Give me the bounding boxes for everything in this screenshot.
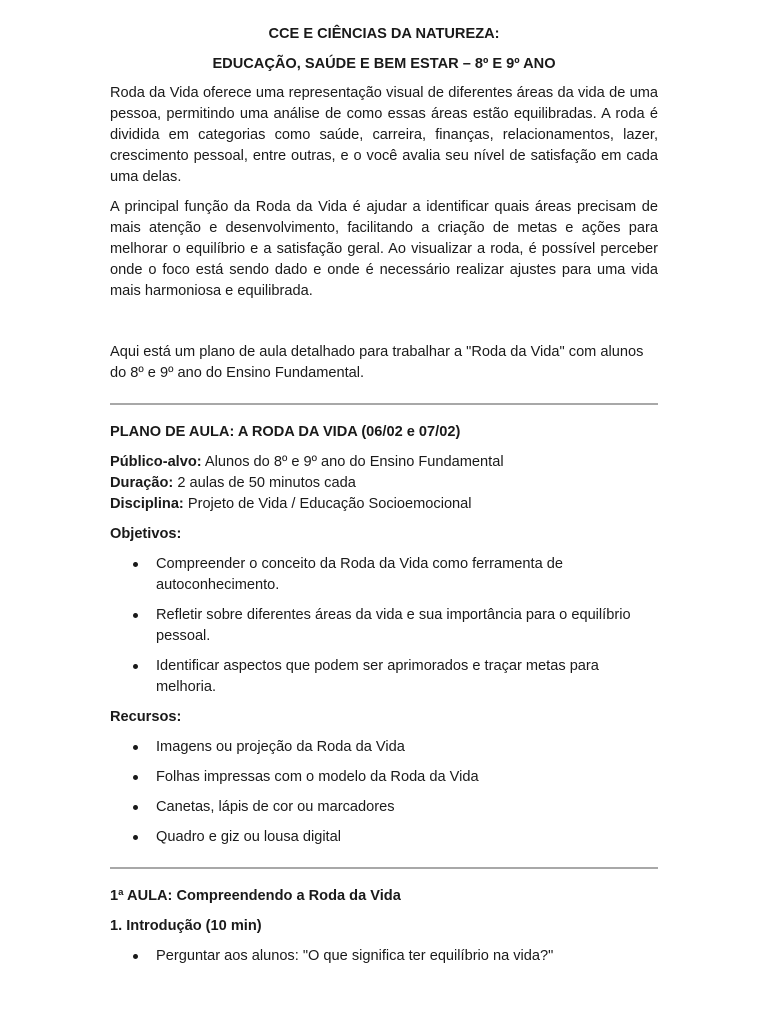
- bullet-icon: [133, 775, 138, 780]
- resource-text: Canetas, lápis de cor ou marcadores: [156, 799, 395, 815]
- list-item: [110, 946, 658, 967]
- resources-list: [110, 737, 658, 848]
- list-item: [110, 554, 658, 596]
- list-item: [110, 656, 658, 698]
- subject-label: Disciplina:: [110, 496, 184, 512]
- plan-heading: PLANO DE AULA: A RODA DA VIDA (06/02 e 07/02): [110, 424, 461, 440]
- divider: [110, 403, 658, 405]
- lesson1-intro-heading: 1. Introdução (10 min): [110, 918, 262, 934]
- audience-line: [110, 452, 658, 473]
- bullet-icon: [133, 745, 138, 750]
- lesson1-intro-list: [110, 946, 658, 967]
- duration-label: Duração:: [110, 475, 174, 491]
- bullet-icon: [133, 835, 138, 840]
- bullet-icon: [133, 805, 138, 810]
- intro-paragraph-1: Roda da Vida oferece uma representação visual de diferentes áreas da vida de uma pessoa, permitindo uma análise de como essas áreas estão equilibradas. A roda é dividida em categorias como saúde, carreira, finanças, relacionamentos, lazer, crescimento pessoal, entre outras, e o você avalia seu nível de satisfação em cada uma delas.: [110, 85, 658, 185]
- list-item: [110, 767, 658, 788]
- objective-text: Refletir sobre diferentes áreas da vida e sua importância para o equilíbrio pessoal.: [156, 607, 631, 644]
- list-item: [110, 737, 658, 758]
- resource-text: Folhas impressas com o modelo da Roda da Vida: [156, 769, 479, 785]
- resource-text: Quadro e giz ou lousa digital: [156, 829, 341, 845]
- document-content: [110, 24, 658, 976]
- intro-item-text: Perguntar aos alunos: "O que significa ter equilíbrio na vida?": [156, 948, 554, 964]
- list-item: [110, 797, 658, 818]
- duration-value: 2 aulas de 50 minutos cada: [173, 475, 356, 491]
- spacer: [110, 311, 658, 342]
- bullet-icon: [133, 954, 138, 959]
- resource-text: Imagens ou projeção da Roda da Vida: [156, 739, 405, 755]
- audience-value: Alunos do 8º e 9º ano do Ensino Fundamental: [201, 454, 504, 470]
- intro-paragraph-2: A principal função da Roda da Vida é ajudar a identificar quais áreas precisam de mais atenção e desenvolvimento, facilitando a criação de metas e ações para melhorar o equilíbrio e a satisfação geral. Ao visualizar a roda, é possível perceber onde o foco está sendo dado e onde é necessário realizar ajustes para uma vida mais harmoniosa e equilibrada.: [110, 199, 658, 299]
- list-item: [110, 827, 658, 848]
- subject-line: [110, 494, 658, 515]
- bullet-icon: [133, 613, 138, 618]
- document-title-line2: EDUCAÇÃO, SAÚDE E BEM ESTAR – 8º E 9º ANO: [212, 56, 556, 72]
- objective-text: Identificar aspectos que podem ser aprimorados e traçar metas para melhoria.: [156, 658, 599, 695]
- audience-label: Público-alvo:: [110, 454, 202, 470]
- objectives-heading: Objetivos:: [110, 526, 182, 542]
- plan-intro-paragraph: Aqui está um plano de aula detalhado para trabalhar a "Roda da Vida" com alunos do 8º e 9º ano do Ensino Fundamental.: [110, 344, 644, 381]
- document-title-line1: CCE E CIÊNCIAS DA NATUREZA:: [268, 26, 500, 42]
- lesson1-heading: 1ª AULA: Compreendendo a Roda da Vida: [110, 888, 401, 904]
- bullet-icon: [133, 664, 138, 669]
- objectives-list: [110, 554, 658, 698]
- resources-heading: Recursos:: [110, 709, 182, 725]
- divider: [110, 867, 658, 869]
- bullet-icon: [133, 562, 138, 567]
- duration-line: [110, 473, 658, 494]
- objective-text: Compreender o conceito da Roda da Vida como ferramenta de autoconhecimento.: [156, 556, 563, 593]
- list-item: [110, 605, 658, 647]
- plan-meta: [110, 452, 658, 515]
- subject-value: Projeto de Vida / Educação Socioemocional: [183, 496, 472, 512]
